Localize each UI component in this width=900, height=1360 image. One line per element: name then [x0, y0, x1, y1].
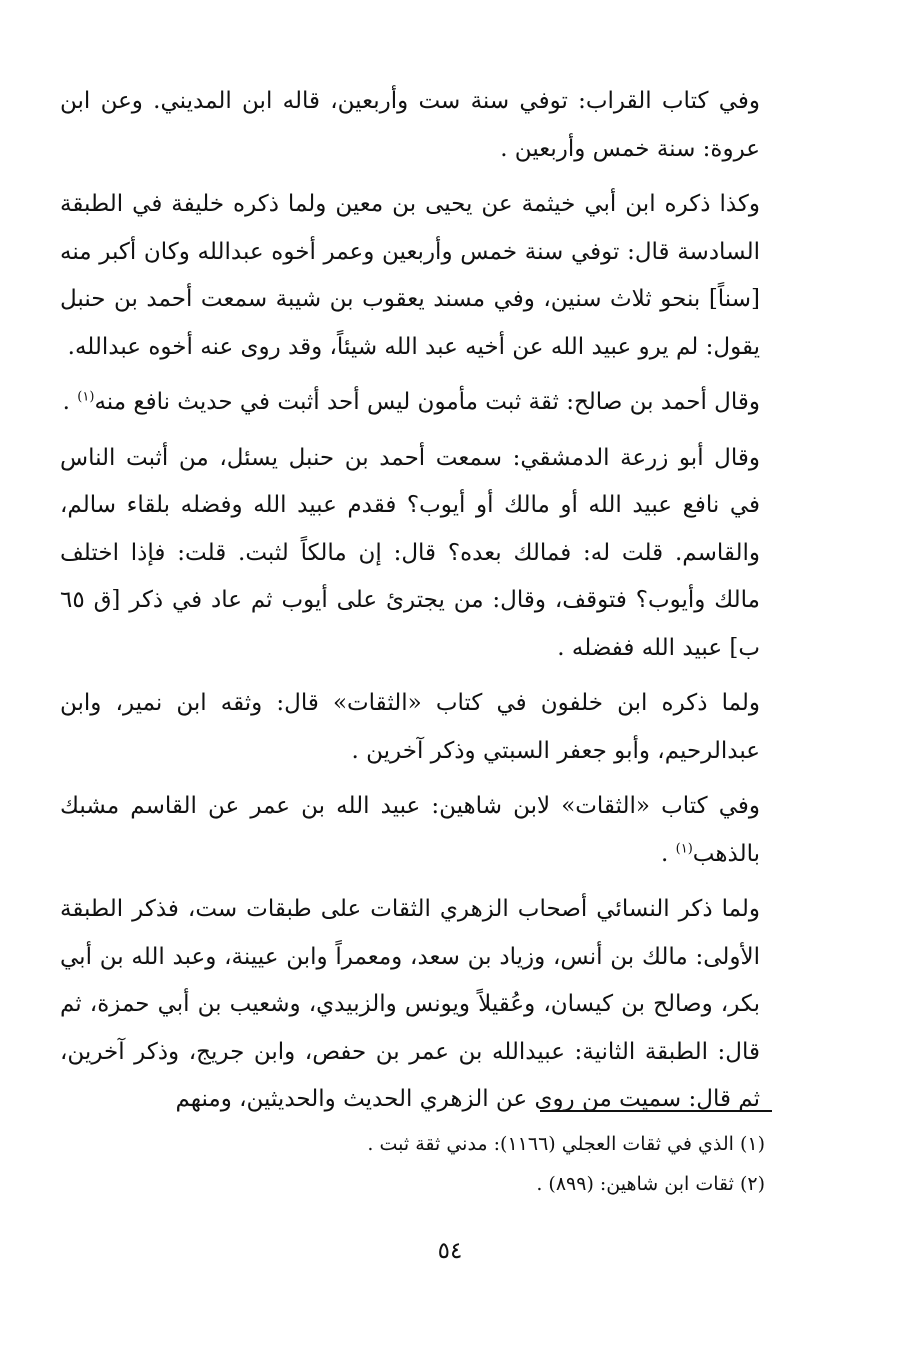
footnote-2: (٢) ثقات ابن شاهين: (٨٩٩) .	[536, 1173, 765, 1195]
page-body	[60, 78, 760, 1132]
footnote-ref-1[interactable]: (١)	[77, 389, 95, 405]
footnote-1: (١) الذي في ثقات العجلي (١١٦٦): مدني ثقة ثبت .	[367, 1133, 765, 1155]
paragraph-2: وكذا ذكره ابن أبي خيثمة عن يحيى بن معين ولما ذكره خليفة في الطبقة السادسة قال: توفي سنة خمس وأربعين وعمر أخوه عبدالله وكان أكبر منه [سناً] بنحو ثلاث سنين، وفي مسند يعقوب بن شيبة سمعت أحمد بن حنبل يقول: لم يرو عبيد الله عن أخيه عبد الله شيئاً، وقد روى عنه أخوه عبدالله.	[60, 191, 760, 360]
paragraph-4: وقال أبو زرعة الدمشقي: سمعت أحمد بن حنبل يسئل، من أثبت الناس في نافع عبيد الله أو مالك أو أيوب؟ فقدم عبيد الله وفضله بلقاء سالم، والقاسم. قلت له: فمالك بعده؟ قال: إن مالكاً لثبت. قلت: فإذا اختلف مالك وأيوب؟ فتوقف، وقال: من يجترئ على أيوب ثم عاد في ذكر [ق ٦٥ ب] عبيد الله ففضله .	[60, 444, 760, 661]
paragraph-1: وفي كتاب القراب: توفي سنة ست وأربعين، قاله ابن المديني. وعن ابن عروة: سنة خمس وأربعين .	[60, 88, 760, 162]
paragraph-3-text: وقال أحمد بن صالح: ثقة ثبت مأمون ليس أحد أثبت في حديث نافع منه	[94, 389, 760, 415]
paragraph-3: وقال أحمد بن صالح: ثقة ثبت مأمون ليس أحد أثبت في حديث نافع منه$^{(١)}$ .	[62, 389, 760, 415]
footnote-divider	[540, 1110, 772, 1112]
footnote-ref-2[interactable]: (١)	[675, 840, 693, 856]
paragraph-6-text: وفي كتاب «الثقات» لابن شاهين: عبيد الله بن عمر عن القاسم مشبك بالذهب	[60, 793, 760, 867]
paragraph-7: ولما ذكر النسائي أصحاب الزهري الثقات على طبقات ست، فذكر الطبقة الأولى: مالك بن أنس، وزياد بن سعد، ومعمراً وابن عيينة، وعبد الله بن أبي بكر، وصالح بن كيسان، وعُقيلاً ويونس والزبيدي، وشعيب بن أبي حمزة، ثم قال: الطبقة الثانية: عبيدالله بن عمر بن حفص، وابن جريج، وذكر آخرين، ثم قال: سميت من روى عن الزهري الحديث والحديثين، ومنهم	[60, 896, 760, 1112]
paragraph-5: ولما ذكره ابن خلفون في كتاب «الثقات» قال: وثقه ابن نمير، وابن عبدالرحيم، وأبو جعفر السبتي وذكر آخرين .	[60, 690, 760, 764]
page-number: ٥٤	[437, 1238, 463, 1264]
footnotes	[120, 1124, 765, 1204]
paragraph-6: وفي كتاب «الثقات» لابن شاهين: عبيد الله بن عمر عن القاسم مشبك بالذهب$^{(١)}$ .	[60, 793, 760, 867]
